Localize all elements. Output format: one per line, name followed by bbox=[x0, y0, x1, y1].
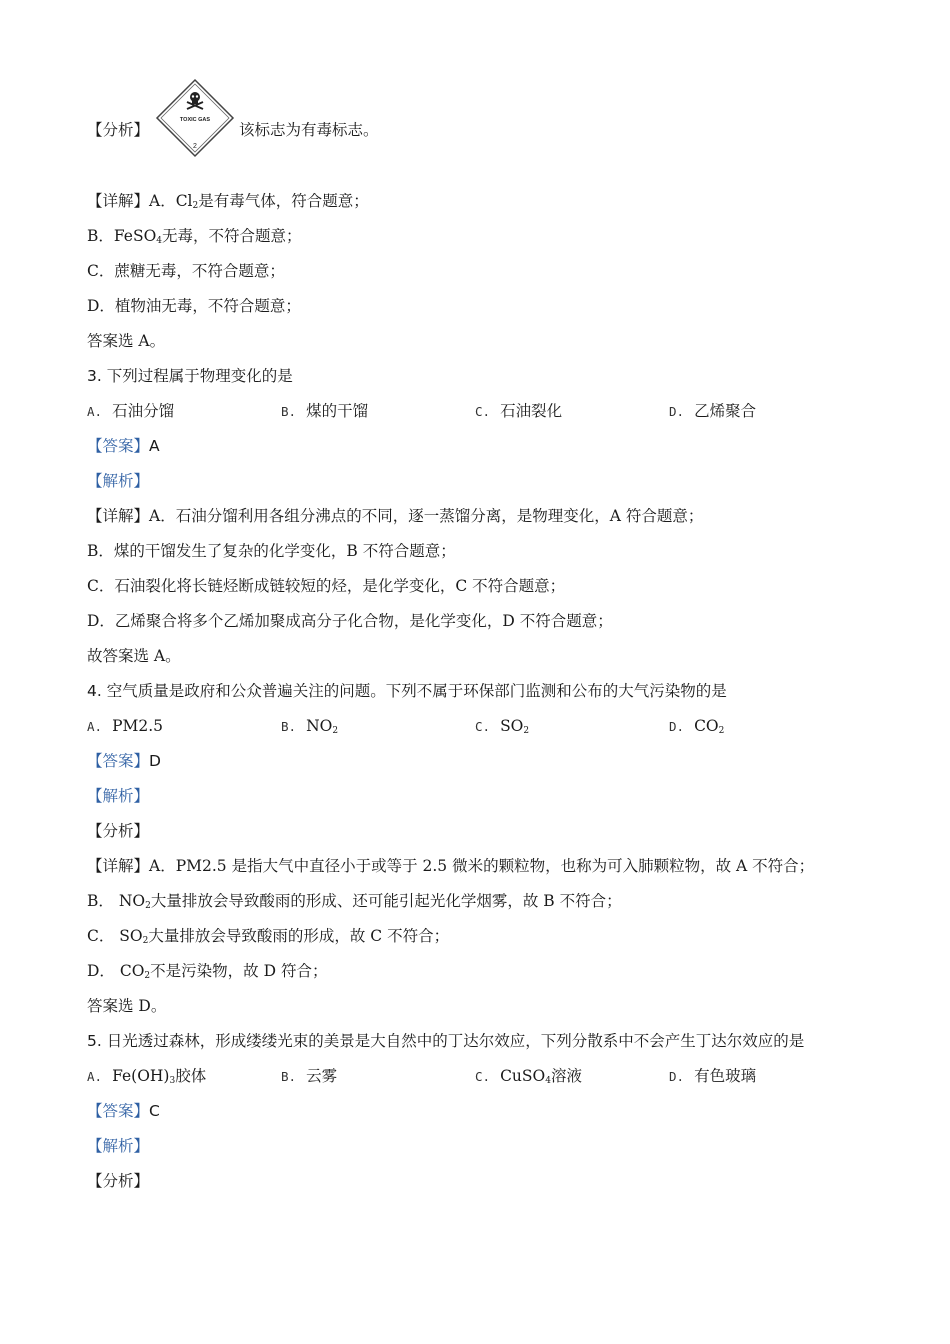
q4-option-d: D. $CO_2$ bbox=[669, 717, 725, 736]
q4-detail-d: D． $CO_2$不是污染物，故 D 符合； bbox=[87, 962, 328, 981]
q3-conclusion: 故答案选 A。 bbox=[87, 647, 181, 665]
q4-detail-a: 【详解】A．PM2.5 是指大气中直径小于或等于 2.5 微米的颗粒物，也称为可入肺颗粒物，故 A 不符合； bbox=[87, 857, 815, 875]
q2-detail-d: D．植物油无毒，不符合题意； bbox=[87, 297, 301, 315]
q4-option-a: A. PM2.5 bbox=[87, 717, 164, 735]
q5-option-d: D. 有色玻璃 bbox=[669, 1067, 757, 1085]
q2-analysis-text: 该标志为有毒标志。 bbox=[239, 121, 379, 139]
q5-answer: 【答案】C bbox=[87, 1102, 160, 1120]
q3-detail-c: C．石油裂化将长链烃断成链较短的烃，是化学变化，C 不符合题意； bbox=[87, 577, 566, 595]
q3-stem: 3. 下列过程属于物理变化的是 bbox=[87, 367, 293, 385]
q3-detail-a: 【详解】A．石油分馏利用各组分沸点的不同，逐一蒸馏分离，是物理变化，A 符合题意； bbox=[87, 507, 704, 525]
q3-option-c: C. 石油裂化 bbox=[475, 402, 563, 420]
q4-option-c: C. $SO_2$ bbox=[475, 717, 530, 736]
q2-detail-a: 【详解】A．$Cl_2$是有毒气体，符合题意； bbox=[87, 192, 369, 211]
q4-jiexi-label: 【解析】 bbox=[87, 787, 150, 805]
q2-detail-b: B．FeSO$_4$无毒，不符合题意； bbox=[87, 227, 302, 246]
q4-fenxi-label: 【分析】 bbox=[87, 822, 150, 840]
q4-option-b: B. $NO_2$ bbox=[281, 717, 339, 736]
q4-detail-b: B． $NO_2$大量排放会导致酸雨的形成、还可能引起光化学烟雾，故 B 不符合； bbox=[87, 892, 622, 911]
q5-stem: 5. 日光透过森林，形成缕缕光束的美景是大自然中的丁达尔效应，下列分散系中不会产生丁达尔效应的是 bbox=[87, 1032, 805, 1050]
q3-jiexi-label: 【解析】 bbox=[87, 472, 150, 490]
q3-answer: 【答案】A bbox=[87, 437, 160, 455]
q4-stem: 4. 空气质量是政府和公众普遍关注的问题。下列不属于环保部门监测和公布的大气污染物的是 bbox=[87, 682, 727, 700]
toxic-gas-sign-icon bbox=[155, 78, 235, 158]
q5-option-a: A. $Fe(OH)_3$胶体 bbox=[87, 1067, 207, 1086]
q5-jiexi-label: 【解析】 bbox=[87, 1137, 150, 1155]
q3-detail-b: B．煤的干馏发生了复杂的化学变化，B 不符合题意； bbox=[87, 542, 456, 560]
q5-fenxi-label: 【分析】 bbox=[87, 1172, 150, 1190]
q4-conclusion: 答案选 D。 bbox=[87, 997, 167, 1015]
q3-option-a: A. 石油分馏 bbox=[87, 402, 175, 420]
q2-analysis-label: 【分析】 bbox=[87, 121, 150, 139]
q3-option-b: B. 煤的干馏 bbox=[281, 402, 369, 420]
q4-answer: 【答案】D bbox=[87, 752, 161, 770]
q3-option-d: D. 乙烯聚合 bbox=[669, 402, 757, 420]
q3-detail-d: D．乙烯聚合将多个乙烯加聚成高分子化合物，是化学变化，D 不符合题意； bbox=[87, 612, 613, 630]
sign-number: 2 bbox=[193, 143, 197, 150]
q4-detail-c: C． $SO_2$大量排放会导致酸雨的形成，故 C 不符合； bbox=[87, 927, 450, 946]
q2-detail-c: C．蔗糖无毒，不符合题意； bbox=[87, 262, 285, 280]
q2-answer: 答案选 A。 bbox=[87, 332, 166, 350]
sign-text: TOXIC GAS bbox=[179, 117, 211, 123]
q5-option-c: C. CuSO$_4$溶液 bbox=[475, 1067, 582, 1086]
q5-option-b: B. 云雾 bbox=[281, 1067, 338, 1085]
